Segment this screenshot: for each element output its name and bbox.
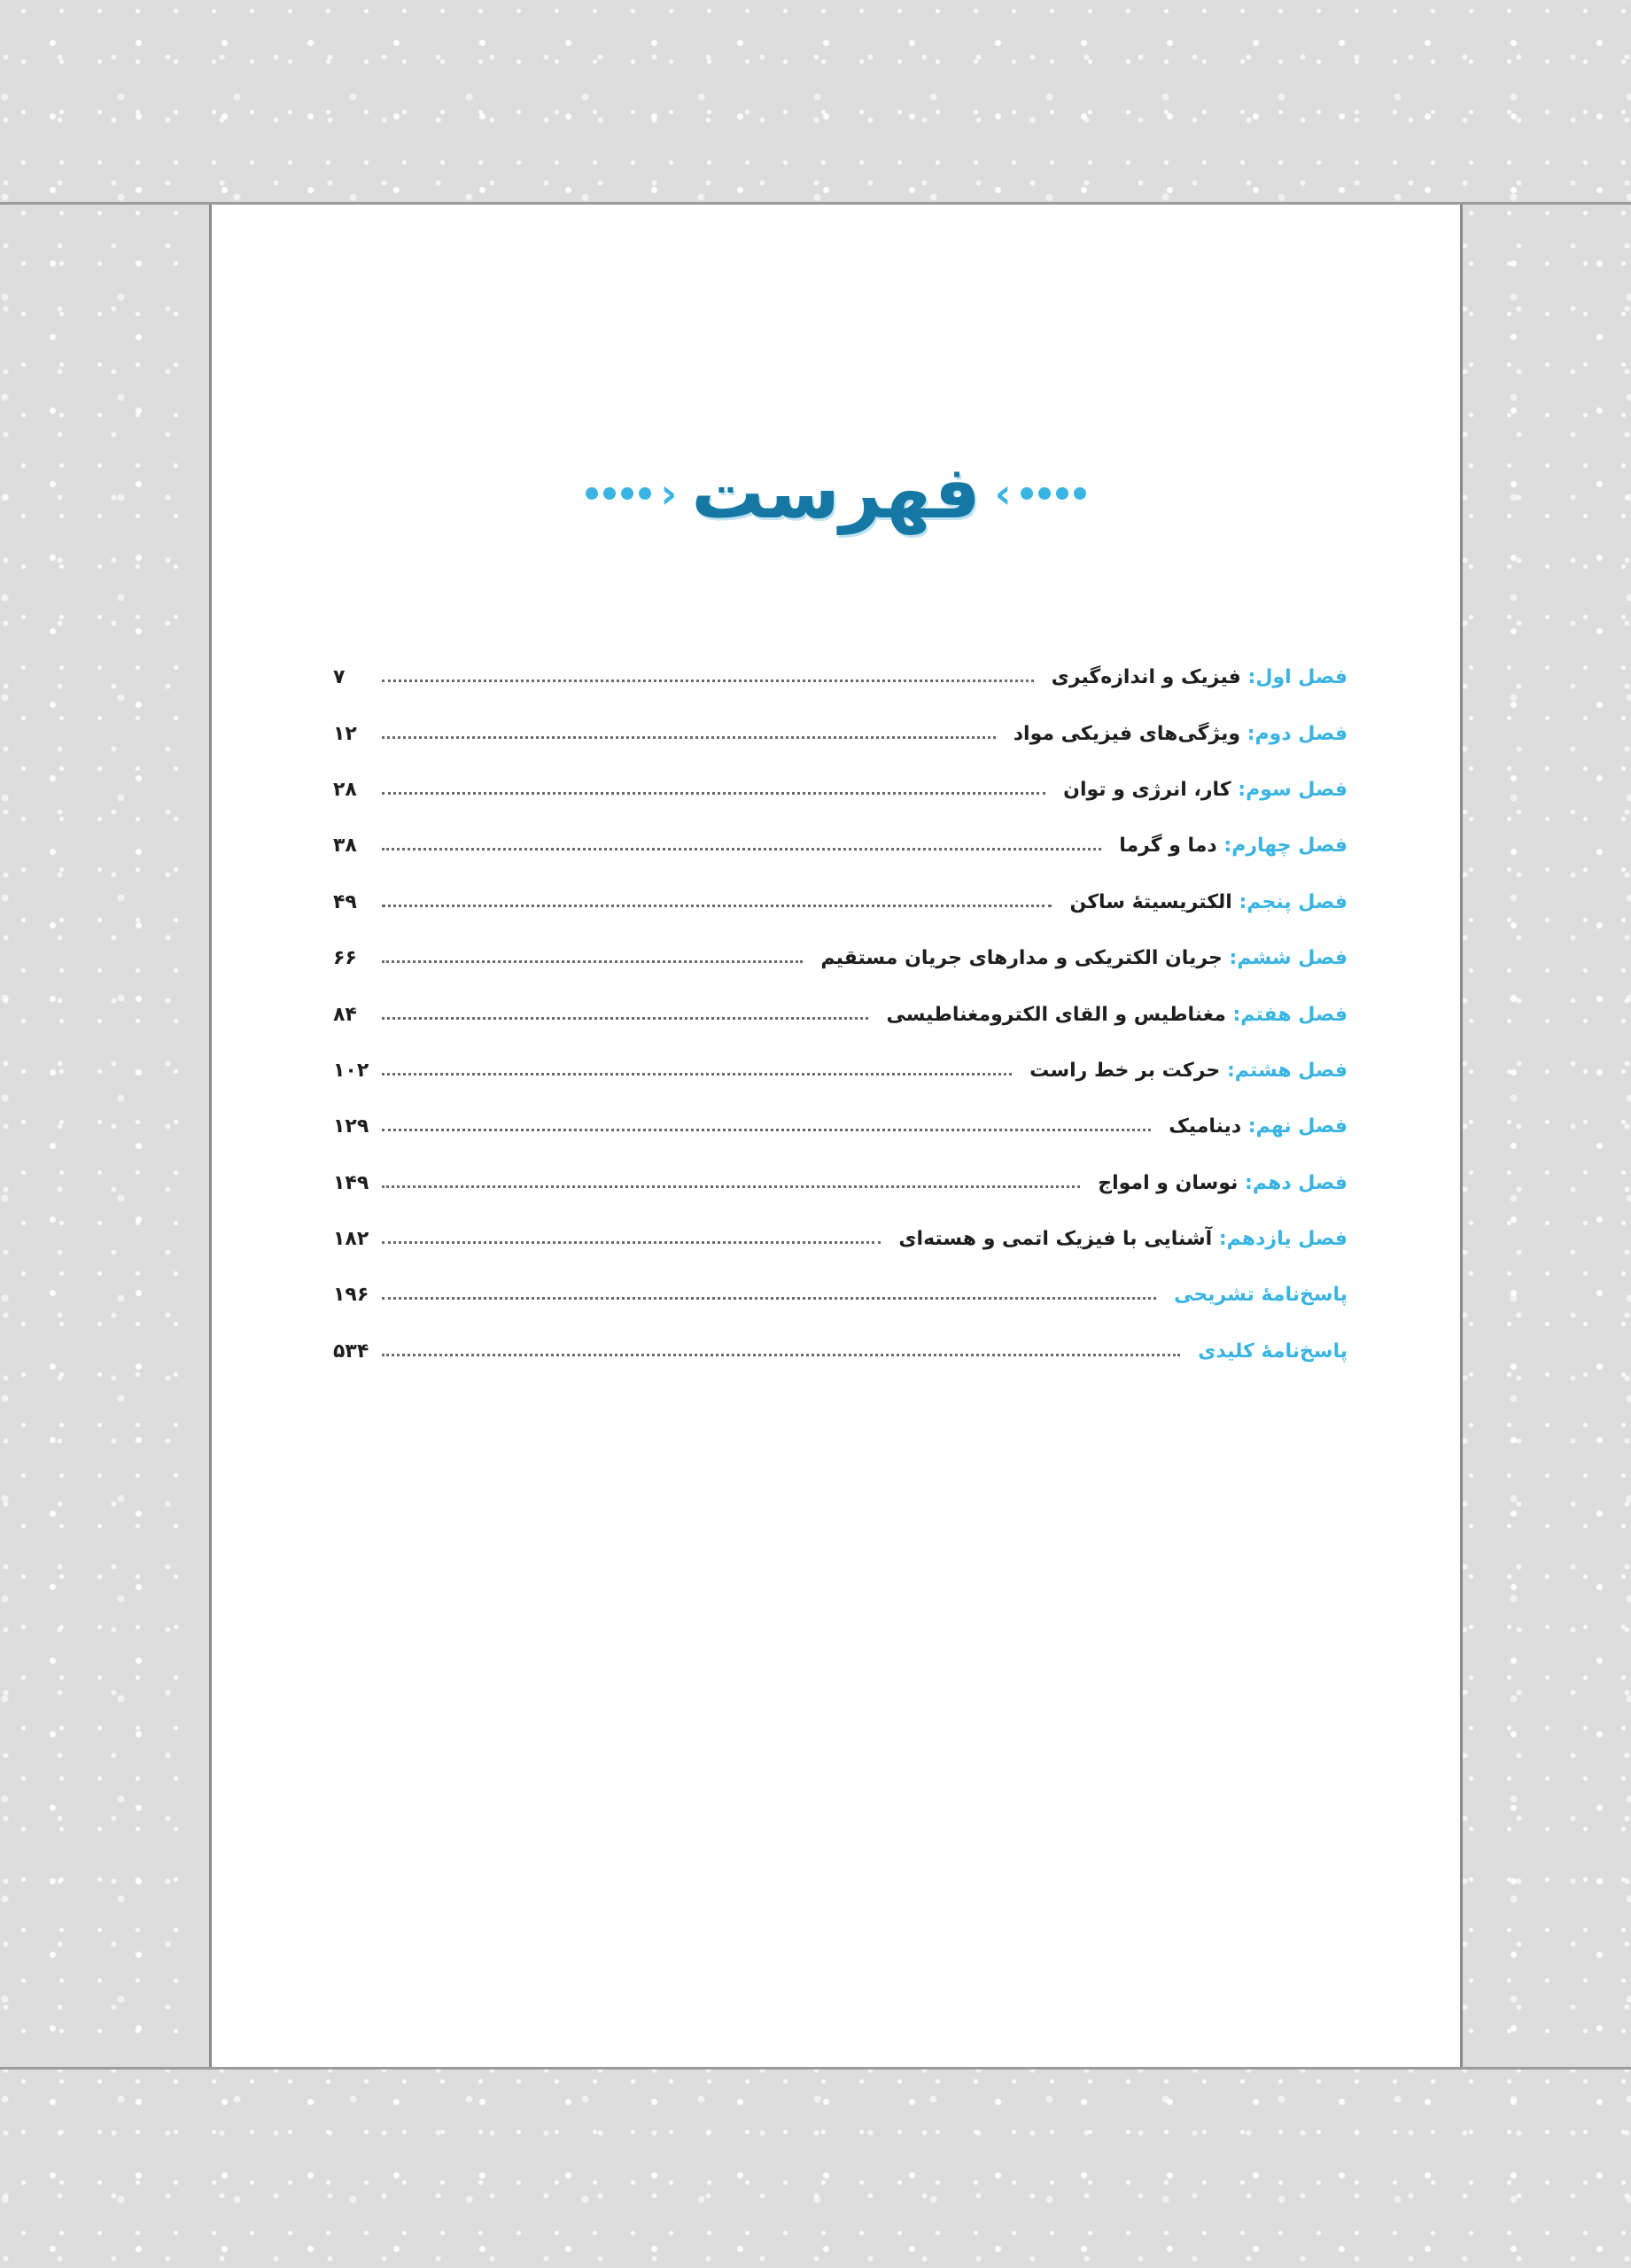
toc-entry-chapter-11[interactable] [333, 1211, 1348, 1267]
page-heading [212, 451, 1460, 535]
chevron-left-icon: ‹ [994, 470, 1012, 517]
toc-entry-text[interactable] [1054, 779, 1348, 801]
page-number: ۱۹۶ [333, 1284, 369, 1307]
dot-leader [382, 905, 1052, 907]
page-number: ۷ [333, 666, 346, 689]
dot-leader [382, 848, 1101, 850]
toc-entry-chapter-1[interactable] [333, 649, 1348, 705]
chapter-label: فصل پنجم: [1239, 890, 1348, 913]
dot-leader [382, 736, 996, 739]
frame-bottom-line [0, 2067, 1631, 2070]
dot-leader [382, 1185, 1080, 1188]
table-of-contents [333, 649, 1348, 1379]
dot-icon [621, 487, 633, 500]
chapter-label: فصل سوم: [1238, 778, 1348, 801]
chapter-title: مغناطیس و القای الکترومغناطیسی [886, 1003, 1226, 1026]
dot-icon [1056, 487, 1068, 500]
dot-icon [586, 487, 598, 500]
toc-entry-text[interactable] [1021, 1060, 1348, 1082]
toc-entry-chapter-6[interactable] [333, 930, 1348, 986]
toc-entry-text[interactable] [1160, 1115, 1348, 1138]
chapter-label: فصل چهارم: [1223, 835, 1348, 858]
toc-entry-chapter-2[interactable] [333, 705, 1348, 761]
page-number: ۸۴ [333, 1003, 357, 1026]
toc-entry-text[interactable] [889, 1228, 1348, 1250]
page-number: ۱۸۲ [333, 1228, 369, 1251]
chapter-title: کار، انرژی و توان [1063, 778, 1231, 801]
chapter-label: فصل ششم: [1229, 947, 1348, 970]
toc-entry-chapter-10[interactable] [333, 1155, 1348, 1211]
chapter-title: جریان الکتریکی و مدارهای جریان مستقیم [820, 947, 1223, 970]
toc-entry-chapter-9[interactable] [333, 1099, 1348, 1154]
dot-icon [1038, 487, 1051, 500]
dot-icon [1074, 487, 1086, 500]
dot-leader [382, 1017, 868, 1020]
dot-icon [1021, 487, 1033, 500]
toc-entry-text[interactable] [877, 1004, 1348, 1026]
chapter-label: فصل هفتم: [1232, 1003, 1348, 1026]
dot-icon [603, 487, 616, 500]
page-number: ۱۲ [333, 722, 357, 745]
toc-entry-chapter-3[interactable] [333, 762, 1348, 818]
toc-entry-text[interactable] [1005, 723, 1348, 745]
toc-entry-chapter-7[interactable] [333, 986, 1348, 1042]
toc-entry-text[interactable] [1189, 1340, 1348, 1363]
toc-page [209, 205, 1463, 2067]
page-number: ۱۲۹ [333, 1115, 369, 1138]
chevron-right-icon: › [660, 470, 678, 517]
right-ornament [991, 470, 1086, 517]
answers-title: پاسخ‌نامهٔ کلیدی [1198, 1340, 1348, 1363]
chapter-title: نوسان و امواج [1098, 1171, 1239, 1194]
left-ornament [586, 470, 680, 517]
dot-leader [382, 960, 803, 963]
dot-leader [382, 1241, 881, 1244]
toc-entry-text[interactable] [1089, 1172, 1348, 1194]
dot-leader [382, 1129, 1151, 1131]
answers-title: پاسخ‌نامهٔ تشریحی [1174, 1284, 1348, 1307]
chapter-title: دینامیک [1169, 1115, 1242, 1138]
toc-entry-chapter-5[interactable] [333, 874, 1348, 930]
dot-leader [382, 792, 1045, 795]
dot-leader [382, 680, 1034, 682]
chapter-label: فصل اول: [1247, 666, 1348, 689]
dot-leader [382, 1354, 1180, 1356]
toc-entry-chapter-4[interactable] [333, 818, 1348, 874]
chapter-label: فصل یازدهم: [1218, 1228, 1348, 1251]
chapter-label: فصل دهم: [1245, 1171, 1348, 1194]
chapter-label: فصل نهم: [1247, 1115, 1348, 1138]
chapter-title: حرکت بر خط راست [1029, 1059, 1221, 1082]
toc-entry-key-answers[interactable] [333, 1324, 1348, 1379]
toc-entry-chapter-8[interactable] [333, 1043, 1348, 1099]
page-number: ۳۸ [333, 835, 357, 858]
toc-entry-descriptive-answers[interactable] [333, 1267, 1348, 1323]
chapter-label: فصل هشتم: [1226, 1059, 1348, 1082]
page-number: ۴۹ [333, 890, 357, 913]
dot-leader [382, 1073, 1012, 1076]
toc-entry-text[interactable] [1110, 835, 1348, 857]
chapter-title: آشنایی با فیزیک اتمی و هسته‌ای [898, 1228, 1213, 1251]
toc-entry-text[interactable] [812, 947, 1348, 969]
page-number: ۵۳۴ [333, 1340, 369, 1363]
chapter-title: فیزیک و اندازه‌گیری [1051, 666, 1241, 689]
toc-entry-text[interactable] [1060, 891, 1348, 913]
page-number: ۶۶ [333, 947, 357, 970]
dot-icon [639, 487, 651, 500]
dot-leader [382, 1297, 1156, 1300]
page-title: فهرست [691, 451, 981, 535]
chapter-title: الکتریسیتهٔ ساکن [1069, 890, 1232, 913]
chapter-label: فصل دوم: [1247, 722, 1348, 745]
toc-entry-text[interactable] [1165, 1284, 1348, 1306]
page-number: ۱۰۲ [333, 1059, 369, 1082]
page-number: ۱۴۹ [333, 1171, 369, 1194]
toc-entry-text[interactable] [1043, 666, 1348, 688]
chapter-title: دما و گرما [1119, 835, 1217, 858]
page-number: ۲۸ [333, 778, 357, 801]
chapter-title: ویژگی‌های فیزیکی مواد [1013, 722, 1241, 745]
